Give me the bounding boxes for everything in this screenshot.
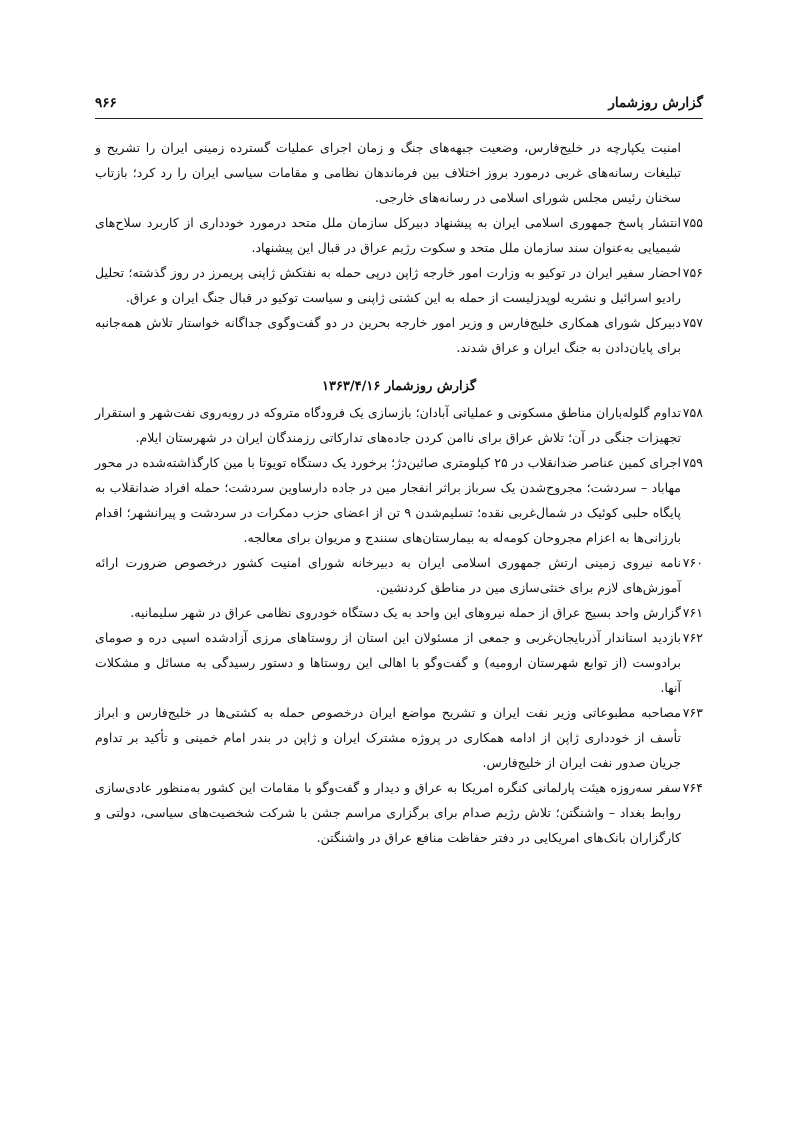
entry-number: ۷۵۷ [682, 315, 703, 330]
entry-text: بازدید استاندار آذربایجان‌غربی و جمعی از مسئولان این استان از روستاهای مرزی آزادشده اسپی دره و صومای برادوست (از توابع شهرستان ارومیه) و گفت‌وگو با اهالی این روستاها و دستور رسیدگی به مسائل و مشکلات آنها. [95, 630, 681, 695]
entry-number: ۷۶۳ [682, 705, 703, 720]
entry-item [95, 210, 703, 260]
entry-text: احضار سفیر ایران در توکیو به وزارت امور خارجه ژاپن درپی حمله به نفتکش ژاپنی پریمرز در روز گذشته؛ تحلیل رادیو اسرائیل و نشریه لوپدزلیست از حمله به این کشتی ژاپنی و سیاست توکیو در قبال جنگ ایران و عراق. [95, 265, 681, 305]
continuation-paragraph: امنیت یکپارچه در خلیج‌فارس، وضعیت جبهه‌های جنگ و زمان اجرای عملیات گسترده زمینی ایران را تشریح و تبلیغات رسانه‌های غربی درمورد بروز اختلاف بین فرماندهان نظامی و مقامات سیاسی ایران را رد کرد؛ بازتاب سخنان رئیس مجلس شورای اسلامی در رسانه‌های خارجی. [95, 140, 681, 205]
entry-text: مصاحبه مطبوعاتی وزیر نفت ایران و تشریح مواضع ایران درخصوص حمله به کشتی‌ها در خلیج‌فارس و ابراز تأسف از خودداری ژاپن از ادامه همکاری در پروژه مشترک ایران و ژاپن در بندر امام خمینی و تأکید بر تداوم جریان صدور نفت ایران از خلیج‌فارس. [95, 705, 681, 770]
entry-text: گزارش واحد بسیج عراق از حمله نیروهای این واحد به یک دستگاه خودروی نظامی عراق در شهر سلیمانیه. [130, 605, 681, 620]
entry-text: انتشار پاسخ جمهوری اسلامی ایران به پیشنهاد دبیرکل سازمان ملل متحد درمورد خودداری از کاربرد سلاح‌های شیمیایی به‌عنوان سند سازمان ملل متحد و سکوت رژیم عراق در قبال این پیشنهاد. [95, 215, 681, 255]
entry-text: سفر سه‌روزه هیئت پارلمانی کنگره امریکا به عراق و دیدار و گفت‌وگو با مقامات این کشور به‌منظور عادی‌سازی روابط بغداد – واشنگتن؛ تلاش رژیم صدام برای برگزاری مراسم جشن با شرکت شخصیت‌های سیاسی، دولتی و کارگزاران بانک‌های امریکایی در دفتر حفاظت منافع عراق در واشنگتن. [95, 780, 681, 845]
entry-item [95, 260, 703, 310]
entry-list-b [95, 400, 703, 850]
entry-item [95, 775, 703, 850]
entry-text: تداوم گلوله‌باران مناطق مسکونی و عملیاتی آبادان؛ بازسازی یک فرودگاه متروکه در روبه‌روی نفت‌شهر و استقرار تجهیزات جنگی در آن؛ تلاش عراق برای ناامن کردن جاده‌های تدارکاتی رزمندگان ایران در شهرستان ایلام. [95, 405, 681, 445]
entry-item [95, 400, 703, 450]
entry-text: دبیرکل شورای همکاری خلیج‌فارس و وزیر امور خارجه بحرین در دو گفت‌وگوی جداگانه خواستار تلاش همه‌جانبه برای پایان‌دادن به جنگ ایران و عراق شدند. [95, 315, 681, 355]
entry-text: اجرای کمین عناصر ضدانقلاب در ۲۵ کیلومتری صائین‌دژ؛ برخورد یک دستگاه تویوتا با مین کارگذاشته‌شده در محور مهاباد – سردشت؛ مجروح‌شدن یک سرباز براثر انفجار مین در جاده دارساوین سردشت؛ حمله افراد ضدانقلاب به پایگاه حلبی کوئیک در شمال‌غربی نقده؛ تسلیم‌شدن ۹ تن از اعضای حزب دمکرات در سردشت و پیرانشهر؛ اقدام بارزانی‌ها به اعزام مجروحان کومه‌له به بیمارستان‌های سنندج و مریوان برای معالجه. [95, 455, 681, 545]
entry-list-a [95, 210, 703, 360]
page-number: ۹۶۶ [95, 95, 117, 111]
body-text [95, 135, 703, 850]
entry-number: ۷۵۸ [682, 405, 703, 420]
entry-item [95, 310, 703, 360]
entry-item [95, 550, 703, 600]
entry-number: ۷۶۴ [682, 780, 703, 795]
entry-number: ۷۶۱ [682, 605, 703, 620]
page-header [95, 92, 703, 114]
entry-number: ۷۵۹ [682, 455, 703, 470]
entry-item [95, 625, 703, 700]
section-title: گزارش روزشمار ۱۳۶۳/۴/۱۶ [321, 379, 477, 394]
entry-item [95, 700, 703, 775]
entry-text: نامه نیروی زمینی ارتش جمهوری اسلامی ایران به دبیرخانه شورای امنیت کشور درخصوص ضرورت ارائه آموزش‌های لازم برای خنثی‌سازی مین در مناطق کردنشین. [95, 555, 681, 595]
entry-item [95, 600, 703, 625]
entry-number: ۷۶۲ [682, 630, 703, 645]
entry-item [95, 450, 703, 550]
entry-number: ۷۶۰ [682, 555, 703, 570]
entry-number: ۷۵۶ [682, 265, 703, 280]
running-title: گزارش روزشمار [608, 95, 703, 111]
header-rule [95, 118, 703, 119]
entry-number: ۷۵۵ [682, 215, 703, 230]
